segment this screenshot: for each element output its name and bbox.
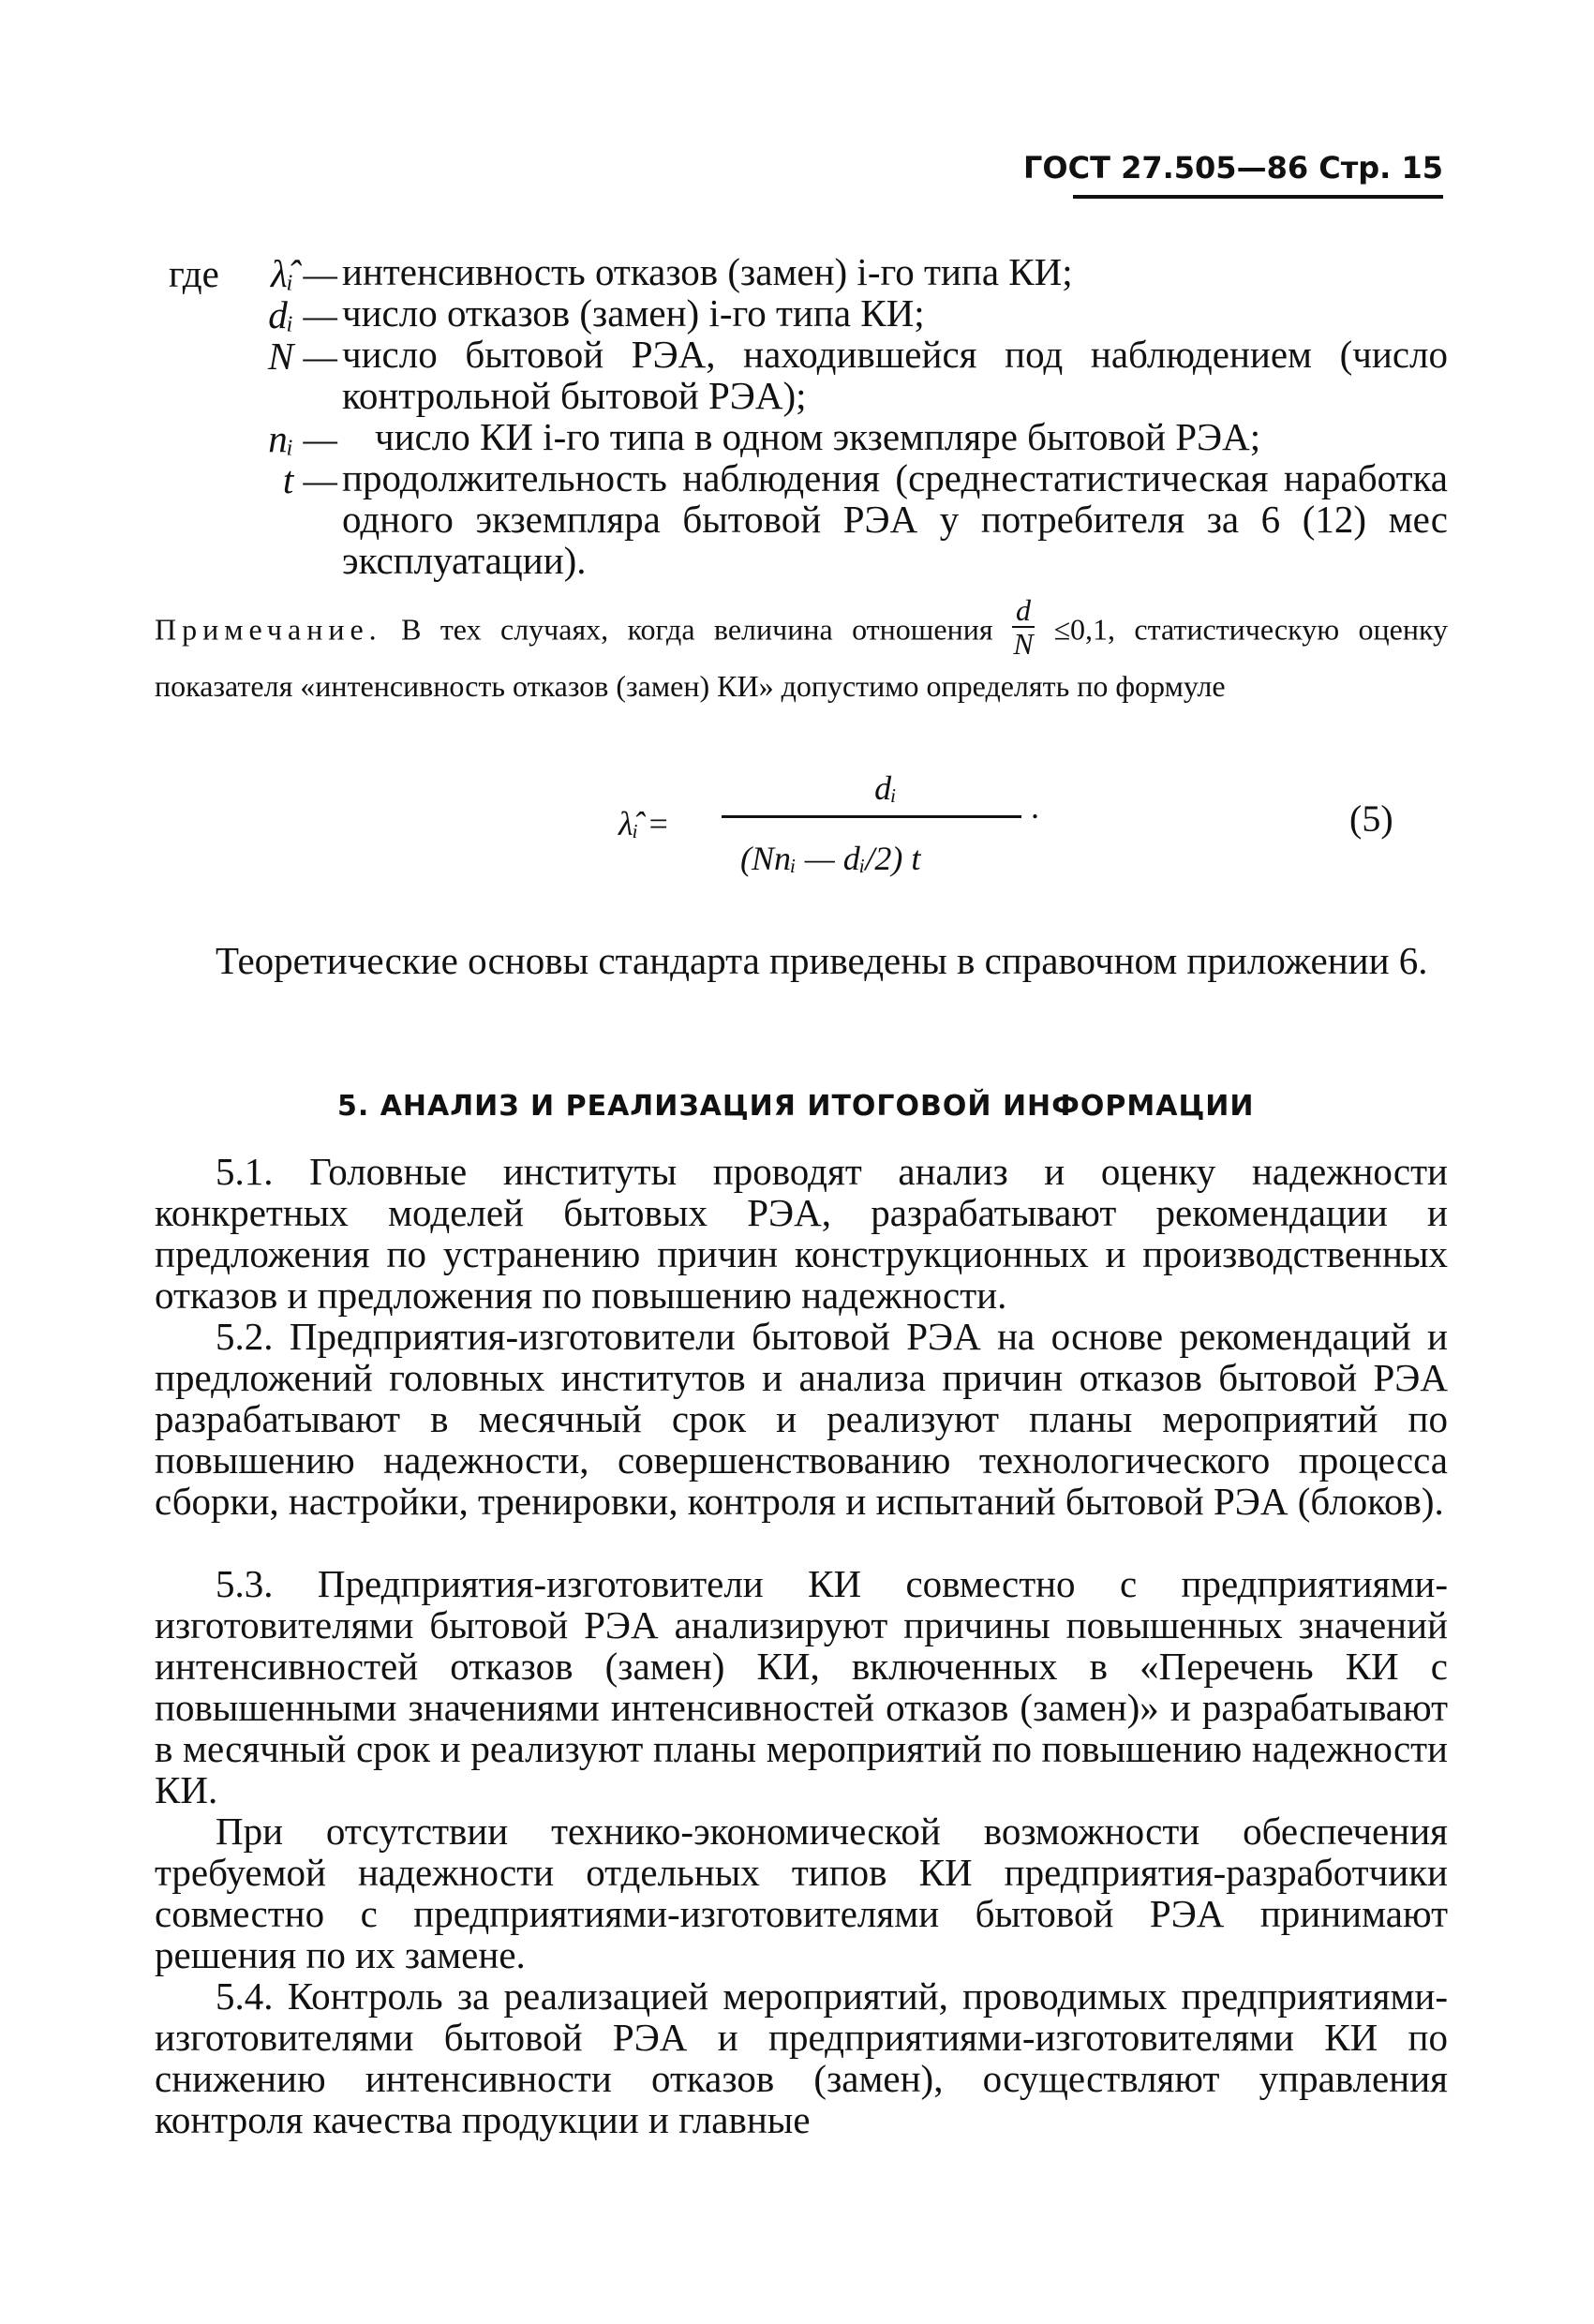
def-symbol: N — xyxy=(267,335,337,378)
def-symbol: dᵢ — xyxy=(268,293,337,336)
definitions-lead: где xyxy=(169,252,219,295)
def-text: продолжительность наблюдения (среднестатистическая наработка одного экземпляра бытовой РЭА у потребителя за 6 (12) мес эксплуатации). xyxy=(342,456,1448,582)
paragraph-5-1: 5.1. Головные институты проводят анализ и оценку надежности конкретных моделей бытовых РЭА, разрабатывают рекомендации и предложения по устранению причин конструкционных и производственных отказов и предложения по повышению надежности. xyxy=(155,1150,1448,1317)
paragraph-5-2: 5.2. Предприятия-изготовители бытовой РЭА на основе рекомендаций и предложений головных институтов и анализа причин отказов бытовой РЭА разрабатывают в месячный срок и реализуют планы мероприятий по повышению надежности, совершенствованию технологического процесса сборки, настройки, тренировки, контроля и испытаний бытовой РЭА (блоков). xyxy=(155,1315,1448,1523)
formula-number: (5) xyxy=(1349,797,1393,840)
note-block xyxy=(155,593,1449,708)
def-text: число бытовой РЭА, находившейся под наблюдением (число контрольной бытовой РЭА); xyxy=(342,333,1448,417)
ratio-numerator: d xyxy=(1012,594,1035,628)
formula-period: . xyxy=(1031,788,1039,826)
formula-lhs: λ̂ᵢ = xyxy=(618,805,670,842)
formula-5 xyxy=(618,768,1181,928)
ratio-fraction xyxy=(1012,594,1035,660)
page-number: Стр. 15 xyxy=(1318,150,1443,186)
def-symbol: nᵢ — xyxy=(268,417,337,460)
formula-numerator: dᵢ xyxy=(874,769,897,807)
theory-paragraph: Теоретические основы стандарта приведены в справочном приложении 6. xyxy=(216,939,1428,982)
standard-number: ГОСТ 27.505—86 xyxy=(1023,150,1309,186)
def-text: интенсивность отказов (замен) i-го типа КИ; xyxy=(342,250,1073,293)
section-heading: 5. АНАЛИЗ И РЕАЛИЗАЦИЯ ИТОГОВОЙ ИНФОРМАЦИИ xyxy=(337,1090,1255,1123)
paragraph-5-4: 5.4. Контроль за реализацией мероприятий, проводимых предприятиями-изготовителями бытовой РЭА и предприятиями-изготовителями КИ по снижению интенсивности отказов (замен), осуществляют управления контроля качества продукции и главные xyxy=(155,1974,1448,2141)
def-symbol: t — xyxy=(282,458,337,501)
formula-denominator: (Nnᵢ — dᵢ/2) t xyxy=(740,840,921,877)
paragraph-replacement: При отсутствии технико-экономической возможности обеспечения требуемой надежности отдельных типов КИ предприятия-разработчики совместно с предприятиями-изготовителями бытовой РЭА принимают решения по их замене. xyxy=(155,1810,1448,1976)
def-text: число отказов (замен) i-го типа КИ; xyxy=(342,291,925,335)
note-label: Примечание. xyxy=(155,612,382,647)
paragraph-5-3: 5.3. Предприятия-изготовители КИ совместно с предприятиями-изготовителями бытовой РЭА анализируют причины повышенных значений интенсивностей отказов (замен) КИ, включенных в «Перечень КИ с повышенными значениями интенсивностей отказов (замен)» и разрабатывают в месячный срок и реализуют планы мероприятий по повышению надежности КИ. xyxy=(155,1562,1448,1811)
def-symbol: λ̂ᵢ — xyxy=(271,252,337,295)
ratio-denominator: N xyxy=(1013,627,1034,661)
header-rule xyxy=(1073,195,1443,199)
note-text-before: В тех случаях, когда величина отношения xyxy=(401,612,993,647)
page-header xyxy=(1021,150,1443,186)
note-text-after: ≤0,1, статистическую оценку показателя «интенсивность отказов (замен) КИ» допустимо определять по формуле xyxy=(155,612,1449,703)
fraction-bar xyxy=(722,815,1021,818)
def-text: число КИ i-го типа в одном экземпляре бытовой РЭА; xyxy=(375,415,1261,458)
